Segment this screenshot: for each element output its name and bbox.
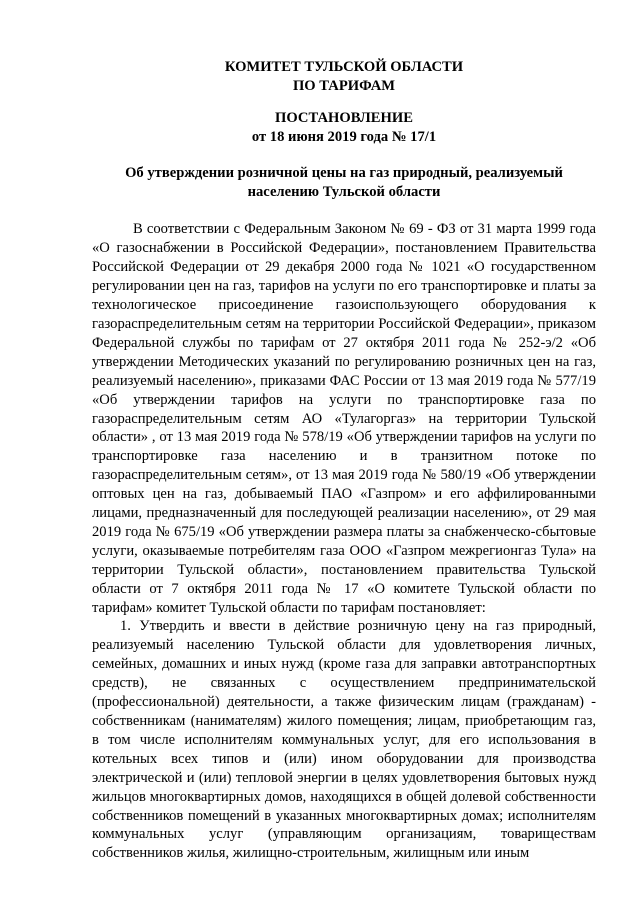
document-body [92,220,596,863]
subject-line-2: населению Тульской области [247,183,441,200]
issuer-block [92,58,596,96]
clause-1-paragraph: 1. Утвердить и ввести в действие розничную цену на газ природный, реализуемый населению Тульской области для удовлетворения личных, семейных, домашних и иных нужд (кроме газа для заправки автотранспортных средств), не связанных с осуществлением предпринимательской (профессиональной) деятельности, а также физическим лицам (гражданам) - собственникам (нанимателям) жилого помещения; лицам, приобретающим газ, в том числе исполнителям коммунальных услуг, для его использования в котельных всех типов и (или) ином оборудовании для производства электрической и (или) тепловой энергии в целях удовлетворения бытовых нужд жильцов многоквартирных домов, находящихся в общей долевой собственности собственников помещений в указанных многоквартирных домах; исполнителям коммунальных услуг (управляющим организациям, товариществам собственников жилья, жилищно-строительным, жилищным или иным [92,618,596,862]
document-subject [92,164,596,202]
preamble-paragraph: В соответствии с Федеральным Законом № 69 - ФЗ от 31 марта 1999 года «О газоснабжении в Российской Федерации», постановлением Правительства Российской Федерации от 29 декабря 2000 года № 1021 «О государственном регулировании цен на газ, тарифов на услуги по его транспортировке и платы за технологическое присоединение газоиспользующего оборудования к газораспределительным сетям на территории Российской Федерации», приказом Федеральной службы по тарифам от 27 октября 2011 года № 252-э/2 «Об утверждении Методических указаний по регулированию розничных цен на газ, реализуемый населению», приказами ФАС России от 13 мая 2019 года № 577/19 «Об утверждении тарифов на услуги по транспортировке газа по газораспределительным сетям АО «Тулагоргаз» на территории Тульской области» , от 13 мая 2019 года № 578/19 «Об утверждении тарифов на услуги по транспортировке газа населению и в транзитном потоке по газораспределительным сетям», от 13 мая 2019 года № 580/19 «Об утверждении оптовых цен на газ, добываемый ПАО «Газпром» и его аффилированными лицами, предназначенный для последующей реализации населению», от 29 мая 2019 года № 675/19 «Об утверждении размера платы за снабженческо-сбытовые услуги, оказываемые потребителям газа ООО «Газпром межрегионгаз Тула» на территории Тульской области», постановлением правительства Тульской области от 7 октября 2011 года № 17 «О комитете Тульской области по тарифам» комитет Тульской области по тарифам постановляет: [92,221,596,616]
issuer-line-2: ПО ТАРИФАМ [292,77,396,94]
document-type: ПОСТАНОВЛЕНИЕ [275,109,413,126]
document-date-number: от 18 июня 2019 года № 17/1 [251,128,437,145]
subject-line-1: Об утверждении розничной цены на газ природный, реализуемый [125,164,563,181]
issuer-line-1: КОМИТЕТ ТУЛЬСКОЙ ОБЛАСТИ [224,59,464,75]
document-page [92,58,596,863]
decree-heading [92,109,596,147]
